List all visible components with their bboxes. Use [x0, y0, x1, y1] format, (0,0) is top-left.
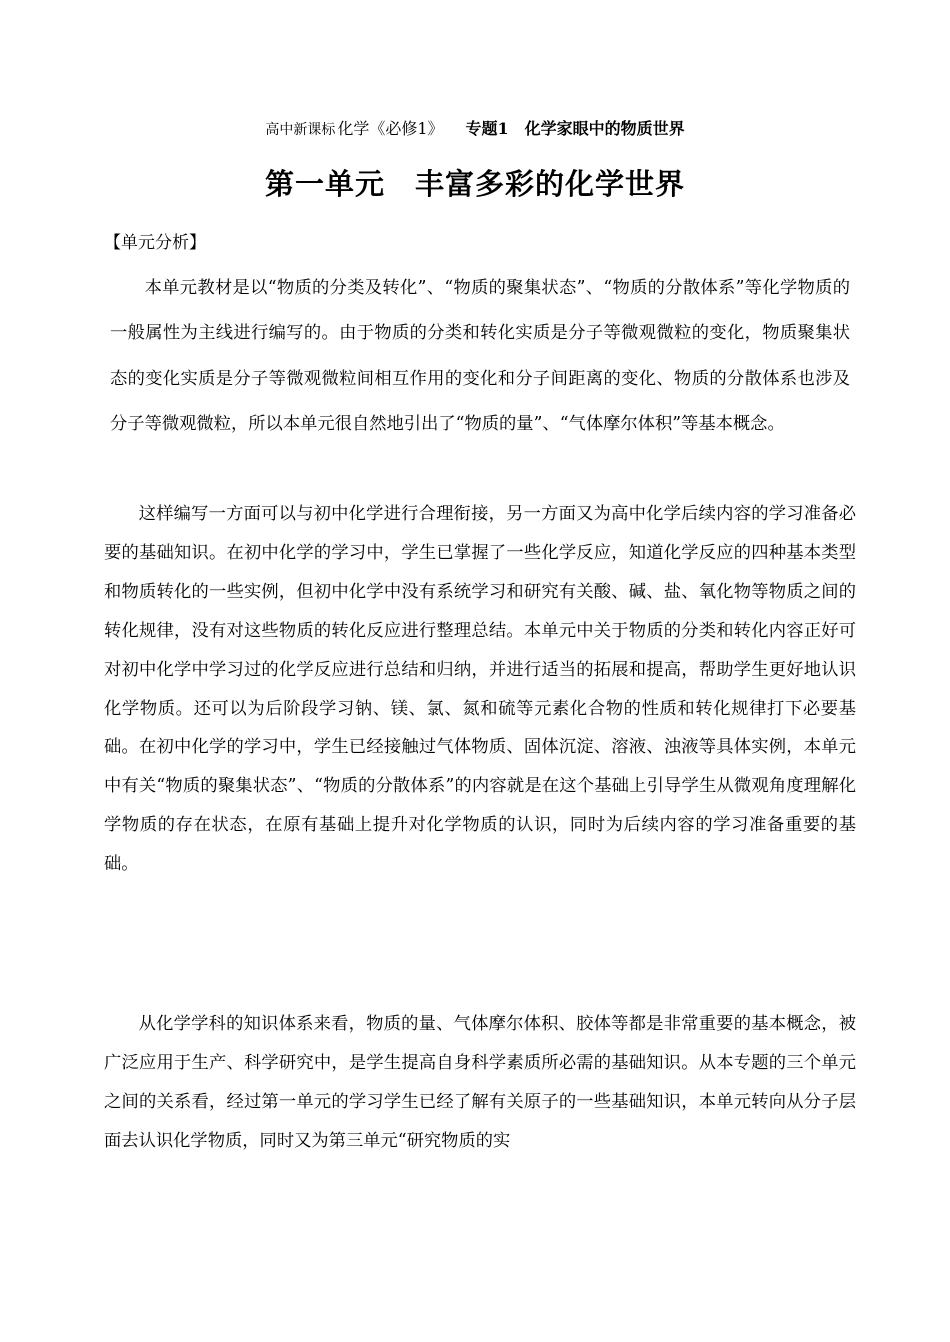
paragraph-1: 本单元教材是以“物质的分类及转化”、“物质的聚集状态”、“物质的分散体系”等化学物质的一般属性为主线进行编写的。由于物质的分类和转化实质是分子等微观微粒的变化，物质聚集状态的变化实质是分子等微观微粒间相互作用的变化和分子间距离的变化、物质的分散体系也涉及分子等微观微粒，所以本单元很自然地引出了“物质的量”、“气体摩尔体积”等基本概念。 — [110, 278, 850, 434]
paragraph-3: 从化学学科的知识体系来看，物质的量、气体摩尔体积、胶体等都是非常重要的基本概念，被广泛应用于生产、科学研究中，是学生提高自身科学素质所必需的基础知识。从本专题的三个单元之间的关系看，经过第一单元的学习学生已经了解有关原子的一些基础知识，本单元转向从分子层面去认识化学物质，同时又为第三单元“研究物质的实 — [104, 1014, 856, 1151]
paragraph-2: 这样编写一方面可以与初中化学进行合理衔接，另一方面又为高中化学后续内容的学习准备必要的基础知识。在初中化学的学习中，学生已掌握了一些化学反应，知道化学反应的四种基本类型和物质转化的一些实例，但初中化学中没有系统学习和研究有关酸、碱、盐、氧化物等物质之间的转化规律，没有对这些物质的转化反应进行整理总结。本单元中关于物质的分类和转化内容正好可对初中化学中学习过的化学反应进行总结和归纳，并进行适当的拓展和提高，帮助学生更好地认识化学物质。还可以为后阶段学习钠、镁、氯、氮和硫等元素化合物的性质和转化规律打下必要基础。在初中化学的学习中，学生已经接触过气体物质、固体沉淀、溶液、浊液等具体实例，本单元中有关“物质的聚集状态”、“物质的分散体系”的内容就是在这个基础上引导学生从微观角度理解化学物质的存在状态，在原有基础上提升对化学物质的认识，同时为后续内容的学习准备重要的基础。 — [104, 504, 856, 875]
header-topic: 专题1 化学家眼中的物质世界 — [465, 119, 685, 138]
page-header — [0, 118, 950, 141]
header-subject: 化学《必修1》 — [337, 119, 444, 138]
header-course: 高中新课标 — [265, 122, 336, 138]
unit-title: 第一单元 丰富多彩的化学世界 — [264, 167, 685, 201]
section-label: 【单元分析】 — [104, 233, 206, 253]
